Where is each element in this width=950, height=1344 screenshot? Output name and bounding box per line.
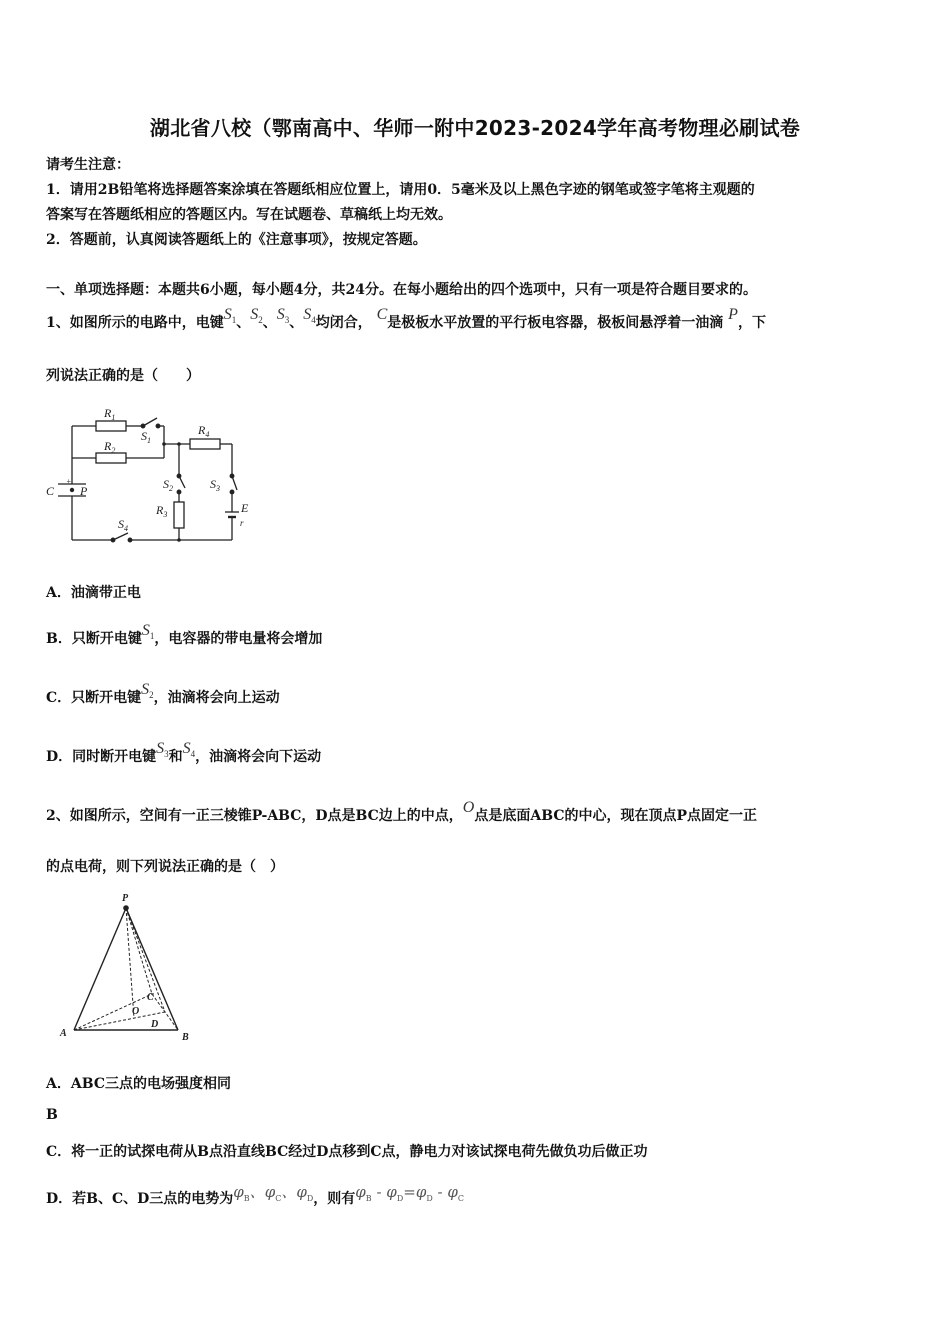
- phi-d: $\varphi_D$: [296, 1183, 314, 1203]
- q1-opt-b-s1: $S_1$: [141, 622, 155, 642]
- q1-s1: $S_1$: [223, 306, 237, 326]
- q1-c-symbol: C: [376, 306, 388, 323]
- q2-option-d[interactable]: D．若B、C、D三点的电势为$\varphi_B$、$\varphi_C$、$\varphi_D$，则有$\varphi_B - \varphi_D=\varphi_D - \varphi_C$: [46, 1183, 464, 1207]
- edge-pa: [74, 908, 126, 1030]
- phi-c: $\varphi_C$: [264, 1183, 282, 1203]
- q2-option-b[interactable]: B: [46, 1107, 58, 1123]
- q1-stem-line2: 列说法正确的是（ ）: [46, 368, 200, 384]
- label-p: P: [122, 893, 129, 904]
- page-title: 湖北省八校（鄂南高中、华师一附中2023-2024学年高考物理必刷试卷: [149, 116, 801, 140]
- notice-item-1a: 1．请用2B铅笔将选择题答案涂填在答题纸相应位置上，请用0．5毫米及以上黑色字迹的钢笔或签字笔将主观题的: [46, 182, 755, 198]
- label-s4: $S_4$: [118, 517, 128, 533]
- phi-d: $\varphi_D$: [415, 1183, 433, 1203]
- edge-pc: [126, 908, 152, 994]
- q1-option-b[interactable]: B．只断开电键$S_1$，电容器的带电量将会增加: [46, 622, 323, 647]
- label-r1: $R_1$: [104, 406, 116, 422]
- q1-text-d: ，下: [737, 315, 766, 331]
- q1-sep: 、: [236, 315, 251, 331]
- phi-d: $\varphi_D$: [386, 1183, 404, 1203]
- phi-c: $\varphi_C$: [447, 1183, 464, 1203]
- q1-option-a[interactable]: A．油滴带正电: [46, 585, 141, 601]
- q1-opt-c-s2: $S_2$: [141, 681, 154, 701]
- q1-sep: 、: [289, 315, 304, 331]
- label-a: A: [60, 1028, 67, 1039]
- label-r-internal: r: [240, 518, 244, 528]
- label-s1: $S_1$: [141, 429, 151, 445]
- switch-s4-blade: [113, 533, 128, 540]
- q2-o-symbol: O: [462, 799, 475, 816]
- label-c: C: [147, 992, 154, 1003]
- q2-stem-line1: 2、如图所示，空间有一正三棱锥P-ABC，D点是BC边上的中点，O点是底面ABC的中心，现在顶点P点固定一正: [46, 799, 757, 824]
- resistor-r4: [190, 439, 220, 449]
- notice-item-2: 2．答题前，认真阅读答题纸上的《注意事项》，按规定答题。: [46, 232, 427, 248]
- label-o: O: [132, 1006, 140, 1017]
- q1-text-a: 1、如图所示的电路中，电键: [46, 315, 224, 331]
- pyramid-figure: [56, 890, 206, 1048]
- switch-s1-blade: [143, 418, 157, 426]
- q1-s4: $S_4$: [303, 306, 316, 326]
- label-plus: +: [66, 477, 72, 486]
- line-pd: [126, 908, 165, 1012]
- charge-point-p: [123, 905, 129, 911]
- label-d: D: [151, 1019, 159, 1030]
- label-p: P: [80, 484, 88, 498]
- notice-item-1b: 答案写在答题纸相应的答题区内。写在试题卷、草稿纸上均无效。: [46, 207, 452, 223]
- switch-s2-blade: [179, 476, 185, 488]
- q2-option-a[interactable]: A．ABC三点的电场强度相同: [46, 1076, 231, 1092]
- q1-s2: $S_2$: [250, 306, 263, 326]
- oil-drop-dot: [70, 488, 74, 492]
- label-c: C: [46, 484, 55, 498]
- label-s2: $S_2$: [163, 477, 173, 493]
- q1-option-c[interactable]: C．只断开电键$S_2$，油滴将会向上运动: [46, 681, 280, 706]
- q1-option-d[interactable]: D．同时断开电键$S_3$和$S_4$，油滴将会向下运动: [46, 740, 322, 765]
- resistor-r1: [96, 421, 126, 431]
- phi-b: $\varphi_B$: [355, 1183, 372, 1203]
- section-heading: 一、单项选择题：本题共6小题，每小题4分，共24分。在每小题给出的四个选项中，只有一项是符合题目要求的。: [46, 282, 757, 298]
- label-r2: $R_2$: [104, 439, 116, 455]
- q1-opt-d-s3: $S_3$: [156, 740, 169, 760]
- q2-stem-line2: 的点电荷，则下列说法正确的是（ ）: [46, 859, 284, 875]
- q1-stem-line1: [46, 306, 766, 333]
- label-s3: $S_3$: [210, 477, 220, 493]
- resistor-r3: [174, 502, 184, 528]
- notice-heading: 请考生注意：: [46, 157, 130, 173]
- q1-s3: $S_3$: [276, 306, 290, 326]
- q1-sep: 、: [262, 315, 277, 331]
- q2-option-c[interactable]: C．将一正的试探电荷从B点沿直线BC经过D点移到C点，静电力对该试探电荷先做负功后做正功: [46, 1144, 648, 1160]
- q1-opt-d-s4: $S_4$: [182, 740, 196, 760]
- circuit-figure: [44, 402, 254, 552]
- q1-p-symbol: P: [728, 306, 738, 323]
- edge-ac: [74, 994, 152, 1030]
- label-b: B: [182, 1032, 189, 1043]
- switch-s3-blade: [232, 476, 237, 490]
- phi-b: $\varphi_B$: [233, 1183, 250, 1203]
- q1-text-b: 均闭合，: [315, 315, 372, 331]
- label-r4: $R_4$: [198, 423, 210, 439]
- q1-text-c: 是极板水平放置的平行板电容器，极板间悬浮着一油滴: [387, 315, 724, 331]
- label-r3: $R_3$: [156, 503, 168, 519]
- label-e: E: [241, 501, 249, 515]
